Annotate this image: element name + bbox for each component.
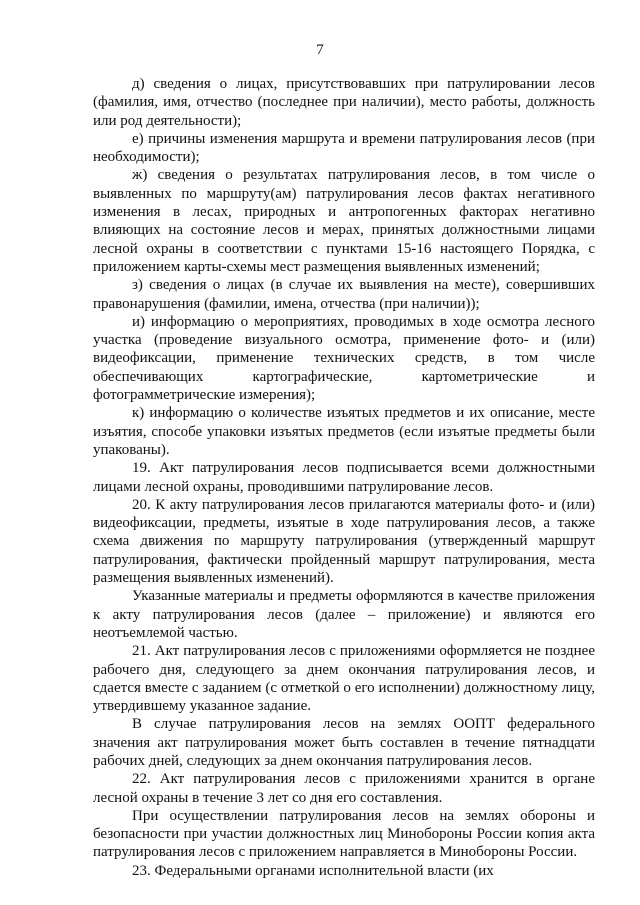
page-number: 7 bbox=[316, 42, 324, 58]
paragraph-22-continued: При осуществлении патрулирования лесов на землях обороны и безопасности при участии должностных лиц Минобороны России копия акта патрулирования лесов с приложением направляется в Минобороны России. bbox=[93, 807, 595, 861]
paragraph-21-continued: В случае патрулирования лесов на землях ООПТ федерального значения акт патрулирования может быть составлен в течение пятнадцати рабочих дней, следующих за днем окончания патрулирования лесов. bbox=[93, 716, 595, 769]
paragraph-19: 19. Акт патрулирования лесов подписывается всеми должностными лицами лесной охраны, проводившими патрулирование лесов. bbox=[93, 460, 595, 495]
paragraph-i: и) информацию о мероприятиях, проводимых в ходе осмотра лесного участка (проведение визуального осмотра, применение фото- и (или) видеофиксации, применение технических средств, в том числе обеспечивающих картографические, картометрические и фотограмметрические измерения); bbox=[93, 313, 595, 404]
paragraph-k: к) информацию о количестве изъятых предметов и их описание, месте изъятия, способе упаковки изъятых предметов (если изъятые предметы были упакованы). bbox=[93, 405, 595, 458]
paragraph-20: 20. К акту патрулирования лесов прилагаются материалы фото- и (или) видеофиксации, предметы, изъятые в ходе патрулирования лесов, а также схема движения по маршруту патрулирования (утвержденный маршрут патрулирования, фактически пройденный маршрут патрулирования, места размещения выявленных изменений). bbox=[93, 496, 595, 587]
paragraph-22: 22. Акт патрулирования лесов с приложениями хранится в органе лесной охраны в течение 3 лет со дня его составления. bbox=[93, 771, 595, 806]
document-body bbox=[93, 75, 595, 880]
paragraph-z: з) сведения о лицах (в случае их выявления на месте), совершивших правонарушения (фамилии, имена, отчества (при наличии)); bbox=[93, 277, 595, 312]
paragraph-zh: ж) сведения о результатах патрулирования лесов, в том числе о выявленных по маршруту(ам) патрулирования лесов фактах негативного изменения в лесах, природных и антропогенных факторах негативно влияющих на состояние лесов и мерах, принятых должностными лицами лесной охраны в соответствии с пунктами 15-16 настоящего Порядка, с приложением карты-схемы мест размещения выявленных изменений; bbox=[93, 167, 595, 275]
paragraph-e: е) причины изменения маршрута и времени патрулирования лесов (при необходимости); bbox=[93, 130, 595, 166]
paragraph-23: 23. Федеральными органами исполнительной власти (их bbox=[132, 862, 494, 879]
paragraph-21: 21. Акт патрулирования лесов с приложениями оформляется не позднее рабочего дня, следующего за днем окончания патрулирования лесов, и сдается вместе с заданием (с отметкой о его исполнении) должностному лицу, утвердившему указанное задание. bbox=[93, 643, 595, 715]
paragraph-d: д) сведения о лицах, присутствовавших при патрулировании лесов (фамилия, имя, отчество (последнее при наличии), место работы, должность или род деятельности); bbox=[93, 76, 595, 129]
paragraph-20-continued: Указанные материалы и предметы оформляются в качестве приложения к акту патрулирования лесов (далее – приложение) и являются его неотъемлемой частью. bbox=[93, 588, 595, 641]
